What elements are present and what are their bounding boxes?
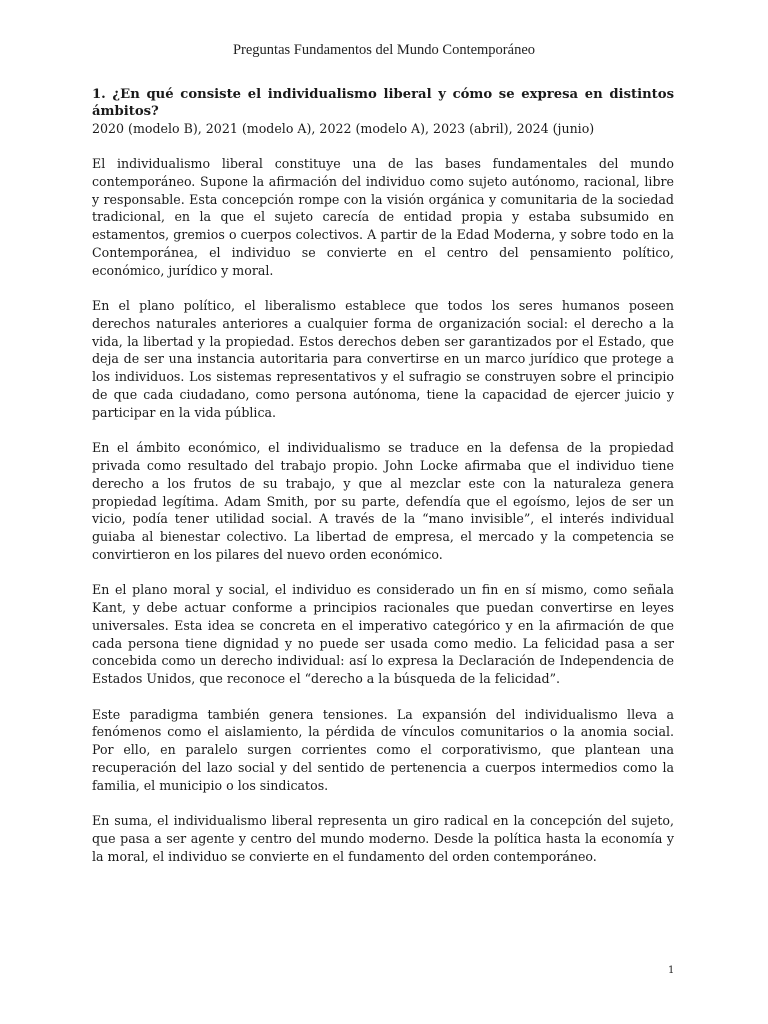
paragraph-conclusion: En suma, el individualismo liberal representa un giro radical en la concepción del sujeto, que pasa a ser agente y centro del mundo moderno. Desde la política hasta la economía y la moral, el individuo se convierte en el fundamento del orden contemporáneo. (92, 813, 674, 864)
document-body (92, 86, 674, 883)
paragraph-economic: En el ámbito económico, el individualismo se traduce en la defensa de la propiedad privada como resultado del trabajo propio. John Locke afirmaba que el individuo tiene derecho a los frutos de su trabajo, y que al mezclar este con la naturaleza genera propiedad legítima. Adam Smith, por su parte, defendía que el egoísmo, lejos de ser un vicio, podía tener utilidad social. A través de la “mano invisible”, el interés individual guiaba al bienestar colectivo. La libertad de empresa, el mercado y la competencia se convirtieron en los pilares del nuevo orden económico. (92, 440, 674, 562)
paragraph-political: En el plano político, el liberalismo establece que todos los seres humanos poseen derechos naturales anteriores a cualquier forma de organización social: el derecho a la vida, la libertad y la propiedad. Estos derechos deben ser garantizados por el Estado, que deja de ser una instancia autoritaria para convertirse en un marco jurídico que protege a los individuos. Los sistemas representativos y el sufragio se construyen sobre el principio de que cada ciudadano, como persona autónoma, tiene la capacidad de ejercer juicio y participar en la vida pública. (92, 298, 674, 420)
question-title: 1. ¿En qué consiste el individualismo liberal y cómo se expresa en distintos ámbitos? (92, 87, 674, 119)
paragraph-intro: El individualismo liberal constituye una de las bases fundamentales del mundo contemporáneo. Supone la afirmación del individuo como sujeto autónomo, racional, libre y responsable. Esta concepción rompe con la visión orgánica y comunitaria de la sociedad tradicional, en la que el sujeto carecía de entidad propia y estaba subsumido en estamentos, gremios o cuerpos colectivos. A partir de la Edad Moderna, y sobre todo en la Contemporánea, el individuo se convierte en el centro del pensamiento político, económico, jurídico y moral. (92, 156, 674, 278)
paragraph-tensions: Este paradigma también genera tensiones. La expansión del individualismo lleva a fenómenos como el aislamiento, la pérdida de vínculos comunitarios o la anomia social. Por ello, en paralelo surgen corrientes como el corporativismo, que plantean una recuperación del lazo social y del sentido de pertenencia a cuerpos intermedios como la familia, el municipio o los sindicatos. (92, 706, 674, 793)
page-header: Preguntas Fundamentos del Mundo Contemporáneo (232, 42, 536, 58)
question-exam-dates: 2020 (modelo B), 2021 (modelo A), 2022 (modelo A), 2023 (abril), 2024 (junio) (92, 121, 595, 136)
paragraph-moral-social: En el plano moral y social, el individuo es considerado un fin en sí mismo, como señala Kant, y debe actuar conforme a principios racionales que puedan convertirse en leyes universales. Esta idea se concreta en el imperativo categórico y en la afirmación de que cada persona tiene dignidad y no puede ser usada como medio. La felicidad pasa a ser concebida como un derecho individual: así lo expresa la Declaración de Independencia de Estados Unidos, que reconoce el “derecho a la búsqueda de la felicidad”. (92, 582, 674, 687)
page-number: 1 (668, 965, 675, 976)
